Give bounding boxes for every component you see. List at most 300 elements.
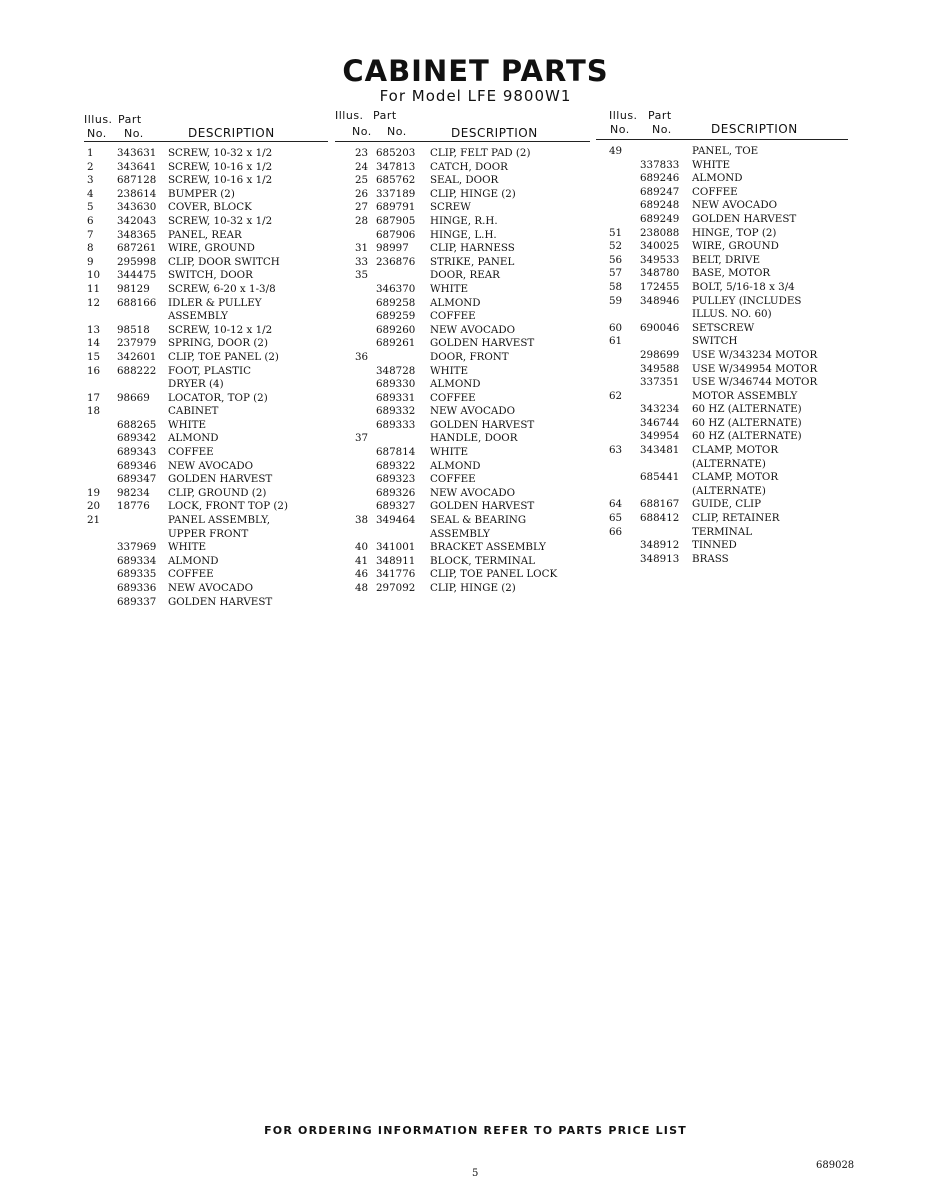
part-number: 341776 — [376, 568, 416, 581]
illus-number: 26 — [355, 187, 369, 200]
part-description: USE W/349954 MOTOR — [692, 362, 818, 375]
illus-number: 27 — [355, 201, 369, 214]
part-number: 689342 — [117, 432, 157, 445]
part-number: 689326 — [376, 486, 416, 499]
illus-number: 58 — [609, 280, 623, 293]
part-number: 342601 — [117, 350, 157, 363]
parts-row — [84, 242, 328, 256]
parts-row — [596, 539, 848, 553]
part-description: GOLDEN HARVEST — [168, 473, 273, 486]
parts-row — [335, 256, 590, 270]
parts-row — [84, 297, 328, 311]
parts-row — [335, 161, 590, 175]
part-number: 343631 — [117, 147, 157, 159]
parts-row — [335, 541, 590, 555]
part-description: USE W/343234 MOTOR — [692, 348, 818, 361]
part-description: NEW AVOCADO — [692, 199, 778, 212]
part-number: 98129 — [117, 282, 150, 295]
part-description: WHITE — [430, 282, 469, 295]
parts-row — [596, 458, 848, 472]
parts-row — [84, 514, 328, 528]
parts-row — [335, 174, 590, 188]
part-number: 685203 — [376, 147, 416, 159]
part-no-label: No. — [124, 127, 144, 140]
part-description: HANDLE, DOOR — [430, 432, 518, 445]
part-number: 690046 — [640, 321, 680, 334]
part-description: WHITE — [168, 418, 207, 431]
part-number: 689346 — [117, 459, 157, 472]
part-description: COFFEE — [168, 568, 214, 581]
illus-number: 35 — [355, 269, 369, 282]
part-description: SCREW, 10-32 x 1/2 — [168, 147, 273, 159]
illus-number: 9 — [87, 255, 94, 268]
parts-row — [84, 147, 328, 161]
parts-row — [596, 390, 848, 404]
illus-number: 11 — [87, 282, 101, 295]
part-number: 689248 — [640, 199, 680, 212]
parts-row — [335, 229, 590, 243]
illus-number: 8 — [87, 242, 94, 255]
illus-label: Illus. — [609, 109, 638, 122]
header-rule — [335, 141, 590, 142]
illus-number: 2 — [87, 160, 94, 173]
part-number: 346744 — [640, 416, 680, 429]
part-description: DOOR, REAR — [430, 269, 500, 282]
part-description: GOLDEN HARVEST — [430, 418, 535, 431]
part-description: SETSCREW — [692, 321, 755, 334]
parts-row — [84, 365, 328, 379]
illus-number: 20 — [87, 500, 101, 513]
illus-number: 60 — [609, 321, 623, 334]
parts-row — [335, 310, 590, 324]
parts-row — [335, 528, 590, 542]
parts-row — [596, 498, 848, 512]
part-label: Part — [648, 109, 672, 122]
parts-row — [596, 186, 848, 200]
illus-number: 48 — [355, 582, 369, 594]
parts-row — [84, 324, 328, 338]
part-number: 237979 — [117, 337, 157, 350]
part-number: 341001 — [376, 541, 416, 554]
illus-number: 17 — [87, 391, 101, 404]
part-description: DRYER (4) — [168, 378, 224, 391]
part-description: SCREW, 10-16 x 1/2 — [168, 174, 273, 187]
column-header — [84, 108, 328, 141]
part-number: 687905 — [376, 214, 416, 227]
part-description: COVER, BLOCK — [168, 201, 252, 214]
part-description: SCREW, 10-12 x 1/2 — [168, 323, 273, 336]
part-number: 689330 — [376, 378, 416, 391]
part-number: 295998 — [117, 255, 157, 268]
header-rule — [84, 141, 328, 142]
part-description: WHITE — [430, 364, 469, 377]
part-description: SWITCH — [692, 335, 738, 348]
parts-row — [596, 512, 848, 526]
parts-row — [335, 392, 590, 406]
part-number: 689791 — [376, 201, 416, 214]
part-number: 236876 — [376, 255, 416, 268]
parts-row — [84, 568, 328, 582]
part-description: GOLDEN HARVEST — [168, 595, 273, 608]
part-description: BELT, DRIVE — [692, 253, 761, 266]
parts-row — [84, 555, 328, 569]
parts-column-3 — [596, 108, 848, 566]
illus-label: Illus. — [335, 109, 364, 122]
part-description: STRIKE, PANEL — [430, 255, 515, 268]
part-description: GOLDEN HARVEST — [430, 500, 535, 513]
part-description: WIRE, GROUND — [168, 242, 255, 255]
part-number: 689260 — [376, 323, 416, 336]
parts-row — [596, 335, 848, 349]
illus-number: 23 — [355, 147, 369, 159]
part-description: GUIDE, CLIP — [692, 498, 762, 511]
part-description: CLIP, HINGE (2) — [430, 582, 516, 594]
parts-row — [335, 378, 590, 392]
parts-row — [84, 473, 328, 487]
illus-number: 40 — [355, 541, 369, 554]
part-number: 344475 — [117, 269, 157, 282]
part-description: NEW AVOCADO — [430, 405, 516, 418]
illus-no-label: No. — [352, 125, 372, 138]
parts-row — [335, 555, 590, 569]
part-description: FOOT, PLASTIC — [168, 364, 251, 377]
parts-column-1 — [84, 108, 328, 609]
part-number: 349954 — [640, 430, 680, 443]
illus-number: 31 — [355, 242, 369, 255]
illus-number: 24 — [355, 160, 369, 173]
parts-row — [596, 172, 848, 186]
part-number: 688167 — [640, 498, 680, 511]
part-number: 98518 — [117, 323, 150, 336]
part-description: 60 HZ (ALTERNATE) — [692, 430, 802, 443]
part-description: COFFEE — [430, 310, 476, 323]
part-description: WIRE, GROUND — [692, 240, 779, 253]
part-description: 60 HZ (ALTERNATE) — [692, 416, 802, 429]
illus-no-label: No. — [610, 123, 630, 136]
part-description: BOLT, 5/16-18 x 3/4 — [692, 280, 795, 293]
part-number: 343481 — [640, 444, 680, 457]
part-number: 340025 — [640, 240, 680, 253]
illus-number: 37 — [355, 432, 369, 445]
parts-row — [596, 199, 848, 213]
parts-column-2 — [335, 108, 590, 596]
parts-row — [596, 444, 848, 458]
part-number: 689333 — [376, 418, 416, 431]
part-description: CATCH, DOOR — [430, 160, 508, 173]
part-description: BRACKET ASSEMBLY — [430, 541, 546, 554]
description-label: DESCRIPTION — [188, 126, 275, 140]
part-number: 348913 — [640, 552, 680, 565]
part-description: USE W/346744 MOTOR — [692, 376, 818, 389]
parts-row — [335, 337, 590, 351]
part-description: CLIP, DOOR SWITCH — [168, 255, 280, 268]
parts-row — [596, 159, 848, 173]
parts-row — [335, 500, 590, 514]
parts-row — [596, 471, 848, 485]
parts-row — [84, 174, 328, 188]
part-description: (ALTERNATE) — [692, 484, 766, 497]
part-description: BRASS — [692, 552, 729, 565]
parts-row — [596, 145, 848, 159]
part-number: 349533 — [640, 253, 680, 266]
parts-row — [84, 432, 328, 446]
parts-row — [84, 378, 328, 392]
part-number: 337189 — [376, 187, 416, 200]
parts-row — [596, 267, 848, 281]
illus-number: 66 — [609, 525, 623, 538]
illus-number: 25 — [355, 174, 369, 187]
parts-row — [596, 376, 848, 390]
illus-number: 56 — [609, 253, 623, 266]
parts-row — [596, 553, 848, 567]
part-description: COFFEE — [430, 473, 476, 486]
illus-number: 52 — [609, 240, 623, 253]
parts-row — [596, 295, 848, 309]
parts-row — [335, 188, 590, 202]
parts-row — [596, 240, 848, 254]
part-description: LOCK, FRONT TOP (2) — [168, 500, 288, 513]
part-number: 349464 — [376, 514, 416, 527]
parts-row — [335, 283, 590, 297]
illus-no-label: No. — [87, 127, 107, 140]
parts-row — [596, 363, 848, 377]
part-number: 689337 — [117, 595, 157, 608]
part-number: 689247 — [640, 185, 680, 198]
part-description: ASSEMBLY — [430, 527, 490, 540]
illus-number: 41 — [355, 554, 369, 567]
illus-number: 64 — [609, 498, 623, 511]
part-description: BUMPER (2) — [168, 187, 235, 200]
part-description: PULLEY (INCLUDES — [692, 294, 802, 307]
parts-row — [84, 405, 328, 419]
parts-row — [596, 213, 848, 227]
part-number: 689347 — [117, 473, 157, 486]
part-no-label: No. — [652, 123, 672, 136]
part-description: CLIP, TOE PANEL (2) — [168, 350, 279, 363]
illus-number: 36 — [355, 350, 369, 363]
part-description: COFFEE — [430, 391, 476, 404]
parts-row — [84, 229, 328, 243]
part-description: ALMOND — [430, 378, 481, 391]
part-description: UPPER FRONT — [168, 527, 249, 540]
parts-list — [335, 147, 590, 596]
illus-number: 13 — [87, 323, 101, 336]
illus-number: 61 — [609, 335, 623, 348]
parts-row — [335, 432, 590, 446]
parts-row — [335, 419, 590, 433]
page-title: CABINET PARTS — [342, 54, 609, 88]
part-number: 688222 — [117, 364, 157, 377]
part-number: 172455 — [640, 280, 680, 293]
parts-row — [335, 351, 590, 365]
part-description: SCREW, 10-32 x 1/2 — [168, 214, 273, 227]
part-number: 689335 — [117, 568, 157, 581]
part-description: HINGE, TOP (2) — [692, 226, 777, 239]
parts-row — [596, 227, 848, 241]
part-number: 298699 — [640, 348, 680, 361]
part-description: ALMOND — [692, 172, 743, 185]
part-number: 688412 — [640, 512, 680, 525]
illus-number: 38 — [355, 514, 369, 527]
parts-row — [84, 161, 328, 175]
part-description: CLIP, HINGE (2) — [430, 187, 516, 200]
part-description: SCREW, 6-20 x 1-3/8 — [168, 282, 276, 295]
parts-row — [84, 419, 328, 433]
parts-row — [596, 322, 848, 336]
part-number: 337351 — [640, 376, 680, 389]
illus-number: 51 — [609, 226, 623, 239]
parts-row — [335, 405, 590, 419]
part-number: 687261 — [117, 242, 157, 255]
illus-number: 33 — [355, 255, 369, 268]
parts-row — [335, 487, 590, 501]
part-description: CLAMP, MOTOR — [692, 444, 779, 457]
parts-row — [596, 526, 848, 540]
part-number: 297092 — [376, 582, 416, 594]
part-number: 346370 — [376, 282, 416, 295]
part-number: 687814 — [376, 446, 416, 459]
part-number: 348728 — [376, 364, 416, 377]
part-description: 60 HZ (ALTERNATE) — [692, 403, 802, 416]
illus-number: 49 — [609, 145, 623, 157]
document-code: 689028 — [816, 1160, 855, 1171]
part-number: 689343 — [117, 446, 157, 459]
parts-row — [84, 337, 328, 351]
illus-number: 6 — [87, 214, 94, 227]
column-header — [596, 108, 848, 141]
part-description: LOCATOR, TOP (2) — [168, 391, 268, 404]
part-number: 343641 — [117, 160, 157, 173]
part-number: 347813 — [376, 160, 416, 173]
parts-row — [84, 487, 328, 501]
part-description: TERMINAL — [692, 525, 753, 538]
part-number: 687906 — [376, 228, 416, 241]
parts-row — [335, 365, 590, 379]
parts-row — [596, 281, 848, 295]
part-number: 688166 — [117, 296, 157, 309]
parts-row — [84, 188, 328, 202]
part-description: BASE, MOTOR — [692, 267, 771, 280]
part-number: 343630 — [117, 201, 157, 214]
illus-number: 7 — [87, 228, 94, 241]
part-number: 238088 — [640, 226, 680, 239]
part-description: CLAMP, MOTOR — [692, 471, 779, 484]
part-description: CLIP, GROUND (2) — [168, 486, 267, 499]
parts-row — [596, 417, 848, 431]
illus-number: 19 — [87, 486, 101, 499]
part-number: 349588 — [640, 362, 680, 375]
part-description: TINNED — [692, 539, 737, 552]
parts-row — [84, 215, 328, 229]
ordering-note: FOR ORDERING INFORMATION REFER TO PARTS PRICE LIST — [264, 1124, 687, 1137]
part-description: WHITE — [430, 446, 469, 459]
part-description: SCREW — [430, 201, 471, 214]
parts-row — [84, 310, 328, 324]
part-description: IDLER & PULLEY — [168, 296, 262, 309]
part-description: CLIP, HARNESS — [430, 242, 515, 255]
illus-number: 18 — [87, 405, 101, 418]
part-number: 238614 — [117, 187, 157, 200]
model-subtitle: For Model LFE 9800W1 — [379, 87, 572, 105]
illus-number: 10 — [87, 269, 101, 282]
parts-row — [84, 596, 328, 610]
part-description: (ALTERNATE) — [692, 457, 766, 470]
part-number: 348365 — [117, 228, 157, 241]
part-description: CLIP, TOE PANEL LOCK — [430, 568, 558, 581]
illus-number: 12 — [87, 296, 101, 309]
part-description: ALMOND — [168, 554, 219, 567]
part-number: 342043 — [117, 214, 157, 227]
illus-number: 5 — [87, 201, 94, 214]
parts-row — [335, 460, 590, 474]
parts-row — [335, 215, 590, 229]
parts-row — [596, 349, 848, 363]
part-description: HINGE, R.H. — [430, 214, 498, 227]
part-description: PANEL, TOE — [692, 145, 759, 157]
part-number: 685762 — [376, 174, 416, 187]
part-description: SEAL & BEARING — [430, 514, 527, 527]
part-description: ALMOND — [430, 459, 481, 472]
illus-number: 57 — [609, 267, 623, 280]
parts-row — [84, 541, 328, 555]
part-number: 98997 — [376, 242, 409, 255]
illus-number: 59 — [609, 294, 623, 307]
parts-row — [335, 473, 590, 487]
part-number: 689323 — [376, 473, 416, 486]
part-number: 337969 — [117, 541, 157, 554]
illus-number: 46 — [355, 568, 369, 581]
part-description: CLIP, RETAINER — [692, 512, 780, 525]
parts-row — [84, 256, 328, 270]
illus-number: 65 — [609, 512, 623, 525]
parts-row — [596, 254, 848, 268]
part-number: 687128 — [117, 174, 157, 187]
part-description: NEW AVOCADO — [168, 459, 254, 472]
part-number: 689259 — [376, 310, 416, 323]
part-description: GOLDEN HARVEST — [430, 337, 535, 350]
parts-row — [596, 308, 848, 322]
parts-row — [335, 147, 590, 161]
parts-row — [84, 500, 328, 514]
parts-row — [596, 403, 848, 417]
part-no-label: No. — [387, 125, 407, 138]
part-number: 337833 — [640, 158, 680, 171]
part-description: NEW AVOCADO — [430, 486, 516, 499]
parts-row — [335, 242, 590, 256]
illus-number: 16 — [87, 364, 101, 377]
part-description: NEW AVOCADO — [168, 582, 254, 594]
part-number: 98234 — [117, 486, 150, 499]
parts-row — [335, 446, 590, 460]
part-label: Part — [118, 113, 142, 126]
part-number: 689336 — [117, 582, 157, 594]
part-description: SPRING, DOOR (2) — [168, 337, 268, 350]
parts-row — [84, 201, 328, 215]
part-description: PANEL, REAR — [168, 228, 242, 241]
part-number: 689246 — [640, 172, 680, 185]
illus-label: Illus. — [84, 113, 113, 126]
illus-number: 4 — [87, 187, 94, 200]
parts-row — [84, 460, 328, 474]
part-number: 685441 — [640, 471, 680, 484]
part-description: GOLDEN HARVEST — [692, 212, 797, 225]
parts-list — [84, 147, 328, 609]
parts-row — [84, 528, 328, 542]
part-description: COFFEE — [168, 446, 214, 459]
illus-number: 28 — [355, 214, 369, 227]
illus-number: 15 — [87, 350, 101, 363]
part-number: 348911 — [376, 554, 416, 567]
